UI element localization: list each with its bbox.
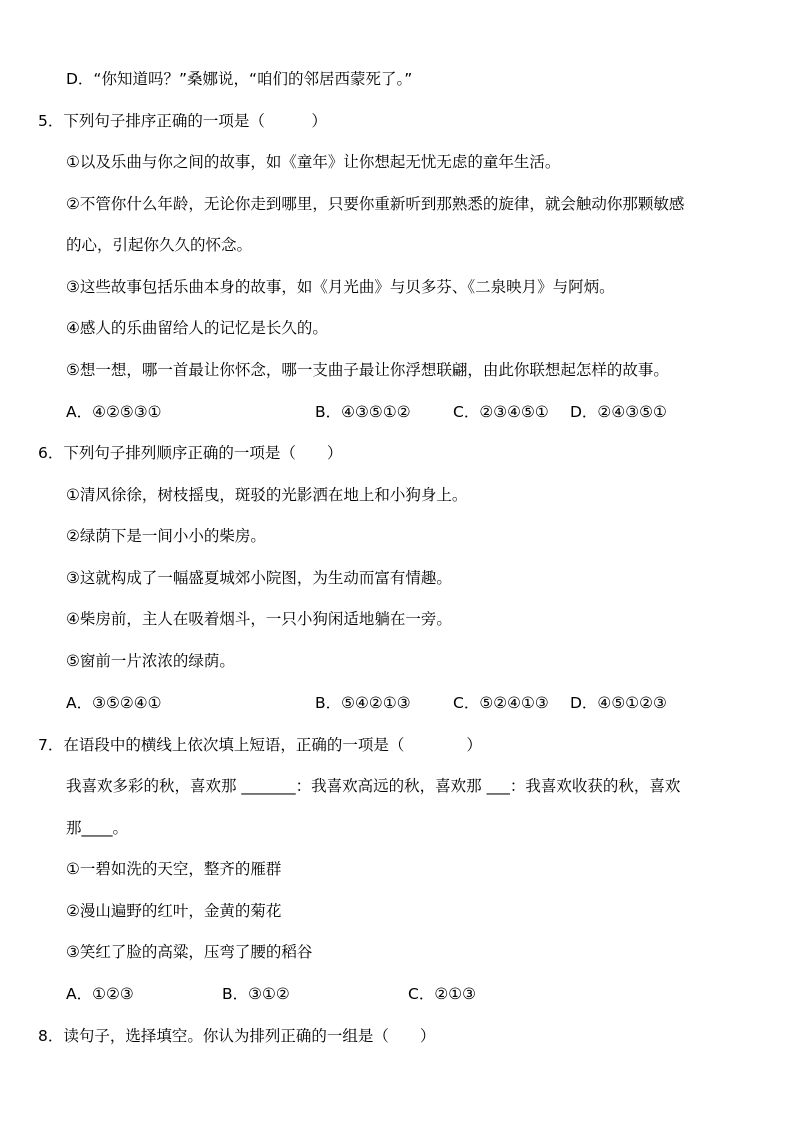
q7-sentence-2: ②漫山遍野的红叶，金黄的菊花 — [66, 902, 282, 920]
q4-option-d: D．“你知道吗？”桑娜说，“咱们的邻居西蒙死了。” — [66, 70, 413, 88]
q7-option-b: B．③①② — [222, 985, 290, 1003]
q6-option-b: B．⑤④②①③ — [315, 694, 411, 712]
q6-sentence-4: ④柴房前，主人在吸着烟斗，一只小狗闲适地躺在一旁。 — [66, 610, 452, 628]
q6-sentence-3: ③这就构成了一幅盛夏城郊小院图，为生动而富有情趣。 — [66, 569, 452, 587]
q5-option-b: B．④③⑤①② — [315, 403, 411, 421]
q6-sentence-2: ②绿荫下是一间小小的柴房。 — [66, 527, 266, 545]
q6-option-c: C．⑤②④①③ — [453, 694, 549, 712]
q7-passage-line-2: 那____。 — [66, 819, 129, 837]
q5-option-c: C．②③④⑤① — [453, 403, 549, 421]
q5-sentence-2: ②不管你什么年龄，无论你走到哪里，只要你重新听到那熟悉的旋律，就会触动你那颗敏感 — [66, 195, 685, 213]
q8-stem: 8．读句子，选择填空。你认为排列正确的一组是（ ） — [38, 1027, 436, 1045]
q5-option-d: D．②④③⑤① — [570, 403, 667, 421]
q7-stem: 7．在语段中的横线上依次填上短语，正确的一项是（ ） — [38, 736, 482, 754]
q5-sentence-5: ⑤想一想，哪一首最让你怀念，哪一支曲子最让你浮想联翩，由此你联想起怎样的故事。 — [66, 361, 669, 379]
q7-sentence-1: ①一碧如洗的天空，整齐的雁群 — [66, 860, 282, 878]
q7-option-c: C．②①③ — [408, 985, 477, 1003]
q6-sentence-1: ①清风徐徐，树枝摇曳，斑驳的光影洒在地上和小狗身上。 — [66, 486, 468, 504]
q7-option-a: A．①②③ — [66, 985, 134, 1003]
q7-passage-line-1: 我喜欢多彩的秋，喜欢那 _______：我喜欢高远的秋，喜欢那 ___：我喜欢收获的秋，喜欢 — [66, 777, 681, 795]
q6-stem: 6．下列句子排列顺序正确的一项是（ ） — [38, 444, 343, 462]
q5-sentence-2-cont: 的心，引起你久久的怀念。 — [66, 236, 253, 254]
q5-option-a: A．④②⑤③① — [66, 403, 162, 421]
q5-sentence-3: ③这些故事包括乐曲本身的故事，如《月光曲》与贝多芬、《二泉映月》与阿炳。 — [66, 278, 615, 296]
q5-stem: 5．下列句子排序正确的一项是（ ） — [38, 112, 327, 130]
q6-option-d: D．④⑤①②③ — [570, 694, 667, 712]
q6-sentence-5: ⑤窗前一片浓浓的绿荫。 — [66, 652, 235, 670]
q7-sentence-3: ③笑红了脸的高粱，压弯了腰的稻谷 — [66, 943, 313, 961]
q5-sentence-4: ④感人的乐曲留给人的记忆是长久的。 — [66, 319, 328, 337]
q5-sentence-1: ①以及乐曲与你之间的故事，如《童年》让你想起无忧无虑的童年生活。 — [66, 153, 561, 171]
q6-option-a: A．③⑤②④① — [66, 694, 162, 712]
